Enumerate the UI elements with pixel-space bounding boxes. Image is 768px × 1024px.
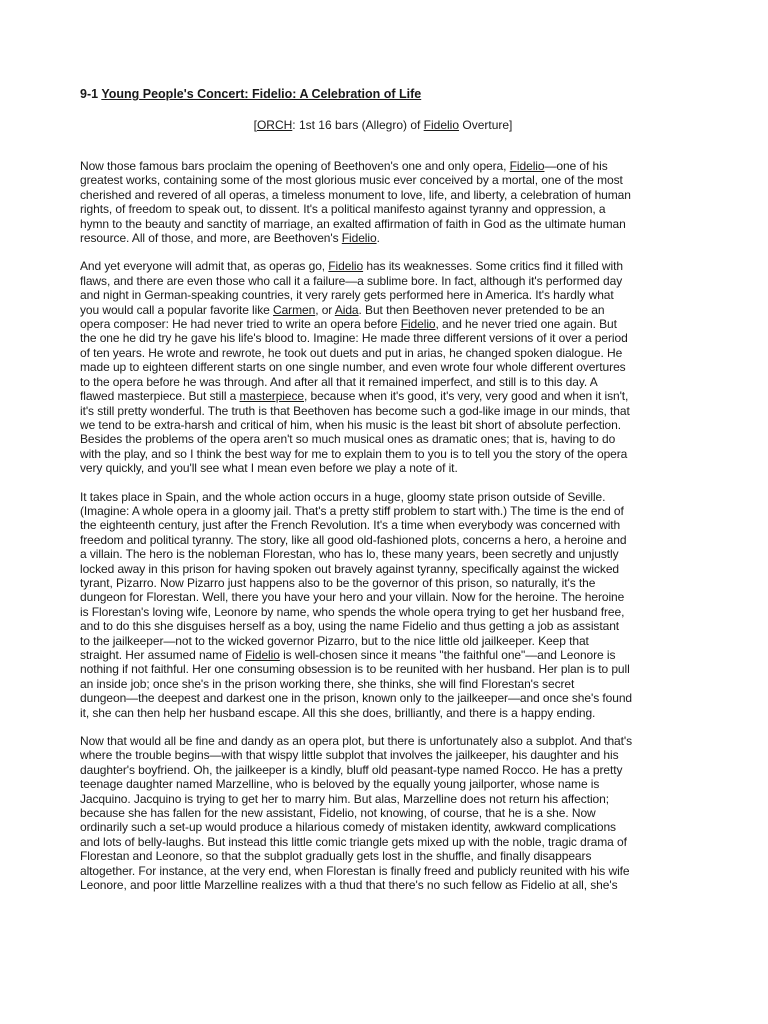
text-segment: the one he did try he gave his life's blood to. Imagine: He made three different versions of it over a period bbox=[80, 331, 628, 346]
text-line bbox=[80, 518, 686, 532]
text-segment: made up to eighteen different starts on one single number, and even wrote four whole different overtures bbox=[80, 360, 626, 375]
text-line bbox=[80, 662, 686, 676]
text-segment: is Florestan's loving wife, Leonore by name, who spends the whole opera trying to get her husband free, bbox=[80, 604, 625, 619]
text-segment: Now those famous bars proclaim the opening of Beethoven's one and only opera, bbox=[80, 159, 510, 173]
text-line bbox=[80, 274, 686, 288]
text-line bbox=[80, 331, 686, 345]
text-segment: of ten years. He wrote and rewrote, he took out duets and put in arias, he changed spoken dialogue. He bbox=[80, 345, 623, 360]
text-segment: Besides the problems of the opera aren't so much musical ones as dramatic ones; that is, having to do bbox=[80, 432, 616, 447]
text-segment: resource. All of those, and more, are Beethoven's bbox=[80, 231, 342, 246]
text-segment: opera composer: He had never tried to write an opera before bbox=[80, 317, 401, 332]
text-segment: teenage daughter named Marzelline, who is beloved by the equally young jailporter, whose name is bbox=[80, 777, 600, 792]
text-line bbox=[80, 820, 686, 834]
text-segment: tyrant, Pizarro. Now Pizarro just happens also to be the governor of this prison, so naturally, it's the bbox=[80, 575, 596, 590]
text-line bbox=[80, 375, 686, 389]
text-line bbox=[80, 533, 686, 547]
text-line bbox=[80, 389, 686, 403]
paragraph bbox=[80, 159, 686, 245]
text-line bbox=[80, 447, 686, 461]
text-line bbox=[80, 878, 686, 892]
underlined-title: Fidelio bbox=[341, 231, 377, 246]
text-line bbox=[80, 864, 686, 878]
text-line bbox=[80, 763, 686, 777]
text-segment: dungeon for Florestan. Well, there you have your hero and your villain. Now for the heroine. The heroine bbox=[80, 590, 625, 605]
paragraph bbox=[80, 734, 686, 892]
text-line bbox=[80, 360, 686, 374]
text-segment: locked away in this prison for having spoken out bravely against tyranny, specifically against the wicked bbox=[80, 561, 620, 576]
text-segment: where the trouble begins—with that wispy little subplot that involves the jailkeeper, his daughter and his bbox=[80, 748, 619, 763]
orchestra-note bbox=[80, 117, 686, 133]
text-segment: Now that would all be fine and dandy as an opera plot, but there is unfortunately also a subplot. And that's bbox=[80, 734, 633, 749]
text-segment: hymn to the beauty and sanctity of marriage, an exalted affirmation of faith in God as the ultimate human bbox=[80, 216, 626, 231]
text-segment: nothing if not faithful. Her one consuming obsession is to be reunited with her husband. Her plan is to pull bbox=[80, 662, 630, 677]
text-segment: straight. Her assumed name of bbox=[80, 648, 246, 662]
underlined-title: Fidelio bbox=[245, 648, 280, 662]
orch-middle-text: : 1st 16 bars (Allegro) of bbox=[292, 118, 424, 132]
text-line bbox=[80, 691, 686, 705]
text-segment: daughter's boyfriend. Oh, the jailkeeper is a kindly, bluff old peasant-type named Rocco. He has a pretty bbox=[80, 762, 623, 777]
bracket-open: [ bbox=[253, 118, 257, 132]
text-line bbox=[80, 217, 686, 231]
text-line bbox=[80, 461, 686, 475]
text-segment: Jacquino. Jacquino is trying to get her to marry him. But alas, Marzelline does not return his affection; bbox=[80, 791, 609, 806]
text-line bbox=[80, 418, 686, 432]
text-line bbox=[80, 173, 686, 187]
text-segment: has its weaknesses. Some critics find it filled with bbox=[363, 259, 623, 274]
text-line bbox=[80, 835, 686, 849]
text-line bbox=[80, 576, 686, 590]
text-segment: ordinarily such a set-up would produce a hilarious comedy of mistaken identity, awkward complications bbox=[80, 820, 616, 835]
text-segment: , because when it's good, it's very, very good and when it isn't, bbox=[304, 389, 629, 404]
text-line bbox=[80, 288, 686, 302]
text-segment: cherished and revered of all operas, a timeless monument to love, life, and liberty, a celebration of human bbox=[80, 187, 631, 202]
text-segment: flawed masterpiece. But still a bbox=[80, 389, 240, 404]
text-segment: and lots of belly-laughs. But instead this little comic triangle gets mixed up with the noble, tragic drama of bbox=[80, 834, 627, 849]
text-line bbox=[80, 432, 686, 446]
text-line bbox=[80, 706, 686, 720]
text-line bbox=[80, 404, 686, 418]
paragraph bbox=[80, 259, 686, 475]
text-segment: it's still pretty wonderful. The truth is that Beethoven has become such a god-like image in our minds, that bbox=[80, 403, 630, 418]
text-segment: we tend to be extra-harsh and critical of him, when his music is the least bit short of absolute perfection. bbox=[80, 417, 621, 432]
underlined-title: Fidelio bbox=[400, 317, 436, 332]
text-segment: (Imagine: A whole opera in a gloomy jail. That's a pretty stiff problem to start with.) The time is the end of bbox=[80, 503, 624, 518]
text-segment: and to do this she disguises herself as a boy, using the name Fidelio and thus getting a job as assistant bbox=[80, 619, 620, 634]
body-text bbox=[80, 159, 686, 893]
text-line bbox=[80, 806, 686, 820]
text-line bbox=[80, 748, 686, 762]
text-line bbox=[80, 677, 686, 691]
title-text: Young People's Concert: Fidelio: A Celebration of Life bbox=[101, 87, 422, 101]
text-segment: , and he never tried one again. But bbox=[435, 317, 617, 332]
text-line bbox=[80, 259, 686, 273]
text-segment: it, she can then help her husband escape. All this she does, brilliantly, and there is a happy ending. bbox=[80, 705, 596, 720]
text-segment: very quickly, and you'll see what I mean even before we play a note of it. bbox=[80, 461, 458, 476]
text-line bbox=[80, 547, 686, 561]
text-segment: you would call a popular favorite like bbox=[80, 302, 273, 317]
text-segment: , or bbox=[315, 302, 335, 317]
text-line bbox=[80, 231, 686, 245]
text-segment: a villain. The hero is the nobleman Florestan, who has lo, these many years, been secretly and unjustly bbox=[80, 547, 619, 562]
text-line bbox=[80, 346, 686, 360]
orch-end-text: Overture] bbox=[459, 118, 513, 132]
text-line bbox=[80, 317, 686, 331]
text-line bbox=[80, 188, 686, 202]
text-segment: . But then Beethoven never pretended to be an bbox=[358, 302, 605, 317]
text-line bbox=[80, 777, 686, 791]
text-segment: to the opera before he was through. And after all that it remained imperfect, and still is to this day. A bbox=[80, 374, 598, 389]
underlined-title: Fidelio bbox=[509, 159, 545, 173]
text-line bbox=[80, 634, 686, 648]
text-segment: the eighteenth century, just after the French Revolution. It's a time when everybody was concerned with bbox=[80, 518, 621, 533]
text-line bbox=[80, 159, 686, 173]
text-segment: freedom and political tyranny. The story, like all good old-fashioned plots, concerns a hero, a heroine and bbox=[80, 532, 627, 547]
underlined-title: masterpiece bbox=[239, 389, 304, 404]
text-segment: dungeon—the deepest and darkest one in the prison, known only to the jailkeeper—and once she's found bbox=[80, 691, 633, 706]
document-page bbox=[80, 86, 686, 893]
text-line bbox=[80, 590, 686, 604]
text-segment: And yet everyone will admit that, as operas go, bbox=[80, 259, 329, 274]
text-segment: is well-chosen since it means "the faithful one"—and Leonore is bbox=[279, 648, 616, 662]
text-line bbox=[80, 648, 686, 662]
text-line bbox=[80, 849, 686, 863]
text-segment: greatest works, containing some of the most glorious music ever conceived by a mortal, one of the most bbox=[80, 173, 623, 188]
text-segment: . bbox=[376, 231, 380, 246]
section-number: 9-1 bbox=[80, 87, 99, 101]
text-segment: —one of his bbox=[544, 159, 608, 173]
document-title bbox=[80, 86, 686, 102]
orch-label: ORCH bbox=[256, 118, 293, 132]
text-segment: rights, of freedom to speak out, to dissent. It's a political manifesto against tyranny and oppression, a bbox=[80, 202, 606, 217]
text-segment: to the jailkeeper—not to the wicked governor Pizarro, but to the nice little old jailkeeper. Keep that bbox=[80, 633, 589, 648]
text-line bbox=[80, 490, 686, 504]
text-segment: Florestan and Leonore, so that the subplot gradually gets lost in the shuffle, and finally disappears bbox=[80, 849, 592, 864]
underlined-title: Aida bbox=[334, 302, 359, 317]
text-segment: and night in German-speaking countries, it very rarely gets performed here in America. It's hardly what bbox=[80, 288, 614, 303]
text-line bbox=[80, 619, 686, 633]
text-segment: altogether. For instance, at the very end, when Florestan is finally freed and publicly reunited with his wife bbox=[80, 863, 630, 878]
text-line bbox=[80, 562, 686, 576]
text-segment: because she has fallen for the new assistant, Fidelio, not knowing, of course, that he is a she. Now bbox=[80, 806, 596, 821]
paragraph bbox=[80, 490, 686, 721]
text-line bbox=[80, 504, 686, 518]
text-segment: flaws, and there are even those who call it a failure—a sublime bore. In fact, although it's performed day bbox=[80, 273, 623, 288]
text-line bbox=[80, 202, 686, 216]
text-segment: Leonore, and poor little Marzelline realizes with a thud that there's no such fellow as Fidelio at all, she's bbox=[80, 878, 618, 893]
text-segment: with the play, and so I think the best way for me to explain them to you is to tell you the story of the opera bbox=[80, 446, 628, 461]
underlined-title: Carmen bbox=[273, 302, 316, 317]
text-line bbox=[80, 605, 686, 619]
text-line bbox=[80, 734, 686, 748]
text-line bbox=[80, 303, 686, 317]
text-line bbox=[80, 792, 686, 806]
text-segment: an inside job; once she's in the prison working there, she thinks, she will find Florestan's secret bbox=[80, 676, 575, 691]
work-title: Fidelio bbox=[423, 118, 460, 132]
text-segment: It takes place in Spain, and the whole action occurs in a huge, gloomy state prison outside of Seville. bbox=[80, 489, 606, 504]
underlined-title: Fidelio bbox=[328, 259, 364, 274]
